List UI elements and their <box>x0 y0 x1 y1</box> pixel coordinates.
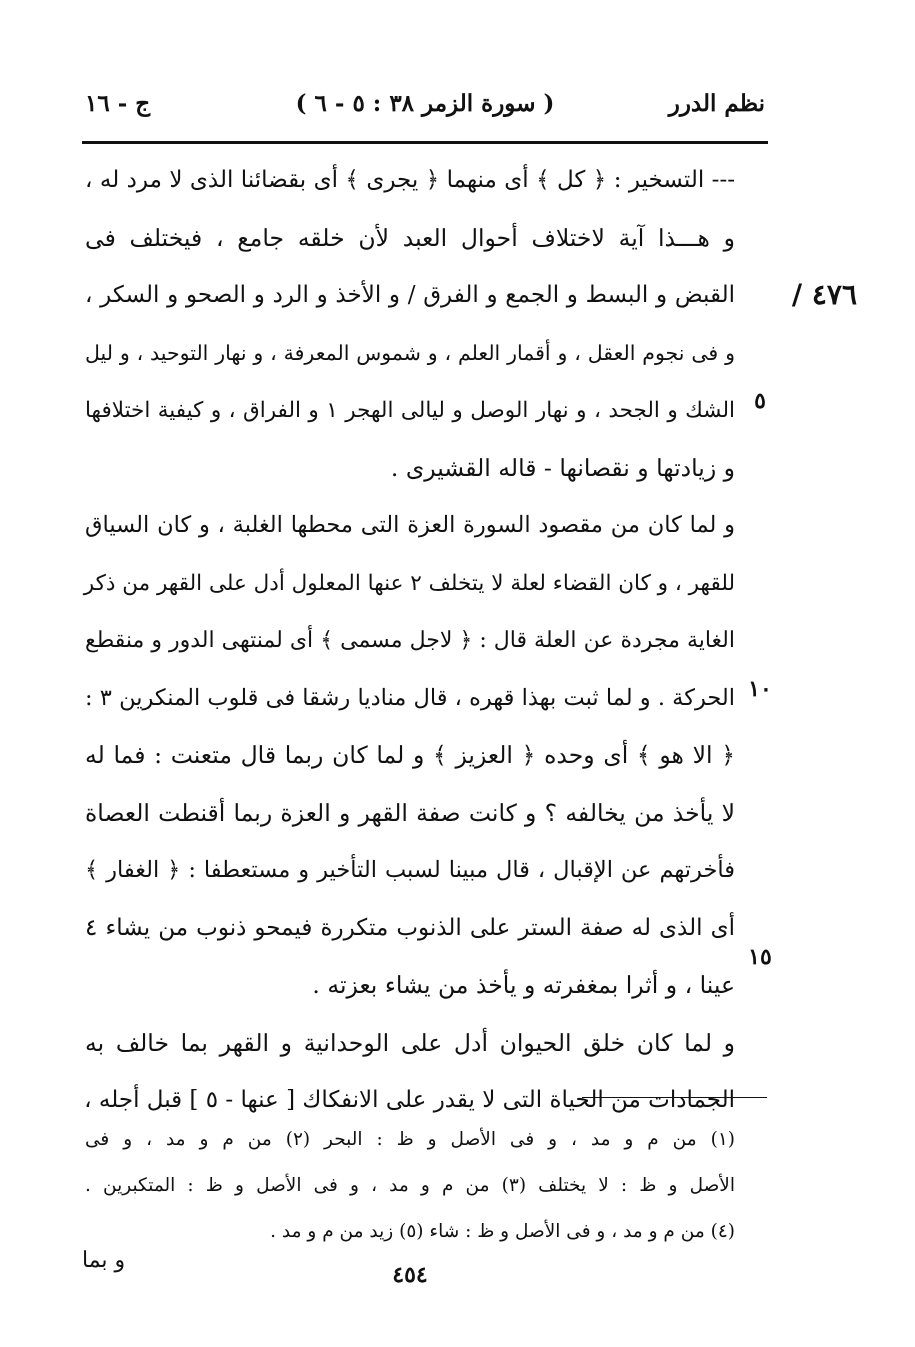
book-title: نظم الدرر <box>668 90 765 117</box>
text-line: و فى نجوم العقل ، و أقمار العلم ، و شموس المعرفة ، و نهار التوحيد ، و ليل <box>85 340 735 365</box>
text-line: للقهر ، و كان القضاء لعلة لا يتخلف ٢ عنها المعلول أدل على القهر من ذكر <box>83 570 735 596</box>
text-line: القبض و البسط و الجمع و الفرق / و الأخذ و الرد و الصحو و السكر ، <box>85 282 735 308</box>
text-line: لا يأخذ من يخالفه ؟ و كانت صفة القهر و العزة ربما أقنطت العصاة <box>85 798 735 827</box>
text-line: و زيادتها و نقصانها - قاله القشيرى . <box>390 453 735 482</box>
catchword: و بما <box>82 1248 126 1273</box>
text-line: ﴿ الا هو ﴾ أى وحده ﴿ العزيز ﴾ و لما كان ربما قال متعنت : فما له <box>85 741 735 769</box>
text-line: و لما كان خلق الحيوان أدل على الوحدانية و القهر بما خالف به <box>85 1028 735 1057</box>
footnote-rule <box>582 1097 767 1098</box>
main-text <box>85 152 735 1130</box>
footnote-line: (١) من م و مد ، و فى الأصل و ظ : البحر (٢) من م و مد ، و فى <box>85 1129 735 1150</box>
line-number-15: ١٥ <box>748 944 772 970</box>
text-line: الجمادات من الحياة التى لا يقدر على الانفكاك [ عنها - ٥ ] قبل أجله ، <box>84 1087 735 1113</box>
text-line: أى الذى له صفة الستر على الذنوب متكررة فيمحو ذنوب من يشاء ٤ <box>85 914 735 941</box>
text-line: عينا ، و أثرا بمغفرته و يأخذ من يشاء بعزته . <box>312 971 735 999</box>
line-number-10: ١٠ <box>748 676 772 702</box>
text-line: فأخرتهم عن الإقبال ، قال مبينا لسبب التأخير و مستعطفا : ﴿ الغفار ﴾ <box>85 857 735 883</box>
volume-number: ج - ١٦ <box>85 90 151 117</box>
text-line: الغاية مجردة عن العلة قال : ﴿ لاجل مسمى ﴾ أى لمنتهى الدور و منقطع <box>85 628 735 653</box>
running-header <box>85 86 765 126</box>
line-number-5: ٥ <box>754 388 766 414</box>
text-line: الشك و الجحد ، و نهار الوصل و ليالى الهجر ١ و الفراق ، و كيفية اختلافها <box>85 398 735 423</box>
footnotes <box>85 1117 735 1255</box>
text-line: و لما كان من مقصود السورة العزة التى محطها الغلبة ، و كان السياق <box>85 512 735 538</box>
text-line: --- التسخير : ﴿ كل ﴾ أى منهما ﴿ يجرى ﴾ أى بقضائنا الذى لا مرد له ، <box>85 167 735 193</box>
surah-reference: ( سورة الزمر ٣٨ : ٥ - ٦ ) <box>295 90 555 117</box>
text-line: الحركة . و لما ثبت بهذا قهره ، قال مناديا رشقا فى قلوب المنكرين ٣ : <box>85 684 735 711</box>
footnote-line: (٤) من م و مد ، و فى الأصل و ظ : شاء (٥) زيد من م و مد . <box>270 1221 735 1242</box>
header-rule <box>82 141 768 144</box>
page-number: ٤٥٤ <box>392 1262 428 1288</box>
manuscript-folio-ref: ٤٧٦ / <box>791 278 857 311</box>
footnote-line: الأصل و ظ : لا يختلف (٣) من م و مد ، و فى الأصل و ظ : المتكبرين . <box>85 1175 735 1196</box>
text-line: و هـــذا آية لاختلاف أحوال العبد لأن خلقه جامع ، فيختلف فى <box>85 223 735 252</box>
